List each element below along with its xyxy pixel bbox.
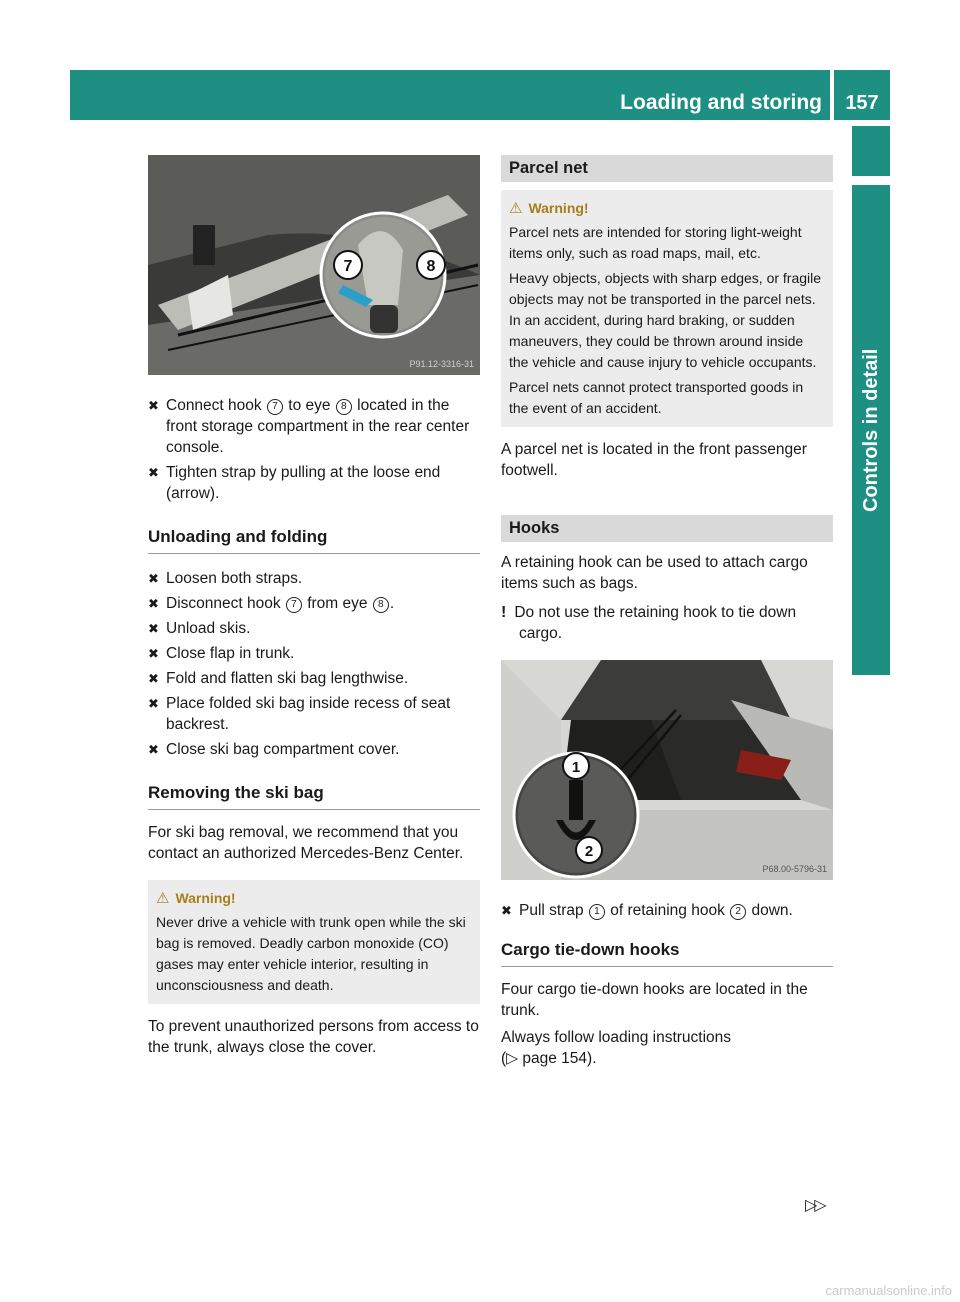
page-number: 157 xyxy=(845,92,879,114)
callout-8 xyxy=(417,251,445,279)
step-arrow-icon: ✖ xyxy=(148,621,159,636)
image-code: P68.00-5796-31 xyxy=(762,864,827,874)
unloading-heading: Unloading and folding xyxy=(148,526,480,554)
step-arrow-icon: ✖ xyxy=(148,596,159,611)
removing-heading: Removing the ski bag xyxy=(148,782,480,810)
parcel-warning-p1: Parcel nets are intended for storing light-weight items only, such as road maps, mail, etc. xyxy=(509,224,802,261)
caution-icon: ! xyxy=(501,604,507,621)
left-column xyxy=(148,155,480,1058)
callout-1-label: 1 xyxy=(571,759,581,776)
callout-2 xyxy=(576,837,602,863)
removing-text: For ski bag removal, we recommend that you contact an authorized Mercedes-Benz Center. xyxy=(148,824,464,862)
step-arrow-icon: ✖ xyxy=(148,742,159,757)
parcel-net-heading: Parcel net xyxy=(501,155,833,182)
hooks-text: A retaining hook can be used to attach cargo items such as bags. xyxy=(501,554,808,592)
step-arrow-icon: ✖ xyxy=(148,465,159,480)
steps-hook xyxy=(501,900,833,921)
page-reference-link[interactable]: (▷ page 154). xyxy=(501,1050,597,1067)
tiedown-text-1: Four cargo tie-down hooks are located in the trunk. xyxy=(501,981,808,1019)
callout-7 xyxy=(334,251,362,279)
step-arrow-icon: ✖ xyxy=(148,571,159,586)
list-item: ✖ Close flap in trunk. xyxy=(148,645,295,662)
footer-watermark: carmanualsonline.info xyxy=(825,1283,952,1298)
step-arrow-icon: ✖ xyxy=(501,903,512,918)
step-arrow-icon: ✖ xyxy=(148,398,159,413)
warning-icon: ⚠ xyxy=(156,890,170,907)
warning-icon: ⚠ xyxy=(509,200,523,217)
list-item: ✖ Place folded ski bag inside recess of seat backrest. xyxy=(148,695,451,733)
warning-title: ⚠ Warning! xyxy=(156,890,236,907)
list-item: ✖ Connect hook 7 to eye 8 located in the front storage compartment in the rear center console. xyxy=(148,397,470,456)
steps-unload xyxy=(148,568,480,760)
callout-2-label: 2 xyxy=(584,843,594,860)
warning-box xyxy=(148,880,480,1004)
parcel-warning-box xyxy=(501,190,833,427)
warning-title: ⚠ Warning! xyxy=(509,200,589,217)
section-title: Loading and storing xyxy=(620,91,822,114)
trunk-hook-photo xyxy=(501,660,833,880)
list-item: ✖ Pull strap 1 of retaining hook 2 down. xyxy=(501,902,793,919)
ski-bag-illustration xyxy=(148,155,480,375)
tiedown-heading: Cargo tie-down hooks xyxy=(501,939,833,967)
trunk-hook-illustration xyxy=(501,660,833,880)
list-item: ✖ Disconnect hook 7 from eye 8 . xyxy=(148,595,395,612)
image-code: P91.12-3316-31 xyxy=(409,359,474,369)
list-item: ✖ Close ski bag compartment cover. xyxy=(148,741,400,758)
right-column xyxy=(501,155,833,1069)
parcel-warning-p2: Heavy objects, objects with sharp edges, or fragile objects may not be transported in the parcel nets. In an accident, during hard braking, or sudden maneuvers, they could be thrown around inside the vehicle and cause injury to vehicle occupants. xyxy=(509,270,822,370)
parcel-text: A parcel net is located in the front passenger footwell. xyxy=(501,441,807,479)
callout-7-label: 7 xyxy=(343,258,353,275)
chapter-title: Controls in detail xyxy=(860,348,882,512)
list-item: ✖ Tighten strap by pulling at the loose end (arrow). xyxy=(148,464,441,502)
list-item: ✖ Loosen both straps. xyxy=(148,570,303,587)
step-arrow-icon: ✖ xyxy=(148,671,159,686)
warning-text: Never drive a vehicle with trunk open while the ski bag is removed. Deadly carbon monoxide (CO) gases may enter vehicle interior, resulting in unconsciousness and death. xyxy=(156,914,466,993)
parcel-warning-p3: Parcel nets cannot protect transported goods in the event of an accident. xyxy=(509,379,804,416)
closing-text: To prevent unauthorized persons from access to the trunk, always close the cover. xyxy=(148,1018,479,1056)
step-arrow-icon: ✖ xyxy=(148,646,159,661)
step-arrow-icon: ✖ xyxy=(148,696,159,711)
callout-8-label: 8 xyxy=(426,258,436,275)
continue-arrows-icon: ▷▷ xyxy=(805,1197,824,1214)
callout-1 xyxy=(563,753,589,779)
ski-bag-photo xyxy=(148,155,480,375)
tiedown-text-2: Always follow loading instructions (▷ page 154). xyxy=(501,1029,732,1067)
hooks-heading: Hooks xyxy=(501,515,833,542)
steps-attach xyxy=(148,395,480,504)
list-item: ✖ Fold and flatten ski bag lengthwise. xyxy=(148,670,409,687)
side-tab-marker xyxy=(852,126,890,176)
list-item: ✖ Unload skis. xyxy=(148,620,251,637)
hooks-note: ! Do not use the retaining hook to tie down cargo. xyxy=(501,604,797,642)
